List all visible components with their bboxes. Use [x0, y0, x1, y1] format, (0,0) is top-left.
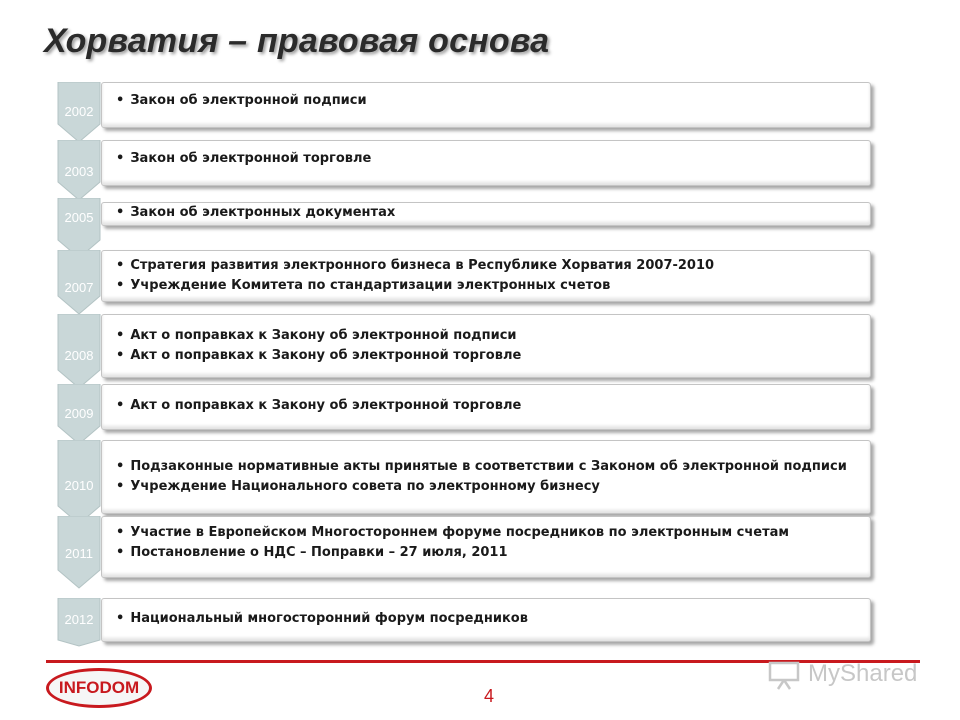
event-item: • Акт о поправках к Закону об электронной подписи — [116, 326, 870, 346]
year-label: 2002 — [64, 104, 94, 119]
page-number: 4 — [484, 686, 495, 706]
event-box — [101, 516, 871, 578]
event-item: • Закон об электронных документах — [116, 203, 870, 223]
timeline-row — [56, 314, 871, 376]
event-item: • Постановление о НДС – Поправки – 27 июля, 2011 — [116, 543, 870, 563]
timeline-row — [56, 82, 871, 126]
event-box — [101, 202, 871, 226]
event-box — [101, 82, 871, 128]
presentation-icon — [768, 660, 802, 690]
event-box — [101, 440, 871, 514]
page-title: Хорватия – правовая основа — [44, 22, 550, 60]
year-label: 2005 — [64, 210, 94, 225]
event-item: • Стратегия развития электронного бизнеса в Республике Хорватия 2007-2010 — [116, 256, 870, 276]
event-item: • Национальный многосторонний форум посредников — [116, 609, 870, 629]
timeline-row — [56, 598, 871, 640]
event-box — [101, 384, 871, 430]
event-box — [101, 314, 871, 378]
year-label: 2011 — [65, 546, 93, 561]
year-label: 2009 — [64, 406, 94, 421]
event-item: • Участие в Европейском Многостороннем форуме посредников по электронным счетам — [116, 523, 870, 543]
timeline-row — [56, 440, 871, 512]
event-item: • Учреждение Национального совета по электронному бизнесу — [116, 477, 870, 497]
watermark — [768, 656, 928, 696]
event-item: • Закон об электронной подписи — [116, 91, 870, 111]
event-item: • Подзаконные нормативные акты принятые в соответствии с Законом об электронной подписи — [116, 457, 870, 477]
year-label: 2007 — [64, 280, 94, 295]
year-label: 2012 — [64, 612, 94, 627]
event-item: • Закон об электронной торговле — [116, 149, 870, 169]
timeline-row — [56, 516, 871, 576]
event-box — [101, 598, 871, 642]
year-label: 2003 — [64, 164, 94, 179]
event-item: • Акт о поправках к Закону об электронной торговле — [116, 396, 870, 416]
event-box — [101, 250, 871, 302]
year-label: 2010 — [64, 478, 94, 493]
event-item: • Учреждение Комитета по стандартизации электронных счетов — [116, 276, 870, 296]
event-item: • Акт о поправках к Закону об электронной торговле — [116, 346, 870, 366]
infodom-logo — [46, 668, 152, 710]
timeline-row — [56, 250, 871, 300]
logo-text: INFODOM — [58, 678, 140, 697]
timeline-row — [56, 384, 871, 428]
year-label: 2008 — [64, 348, 94, 363]
timeline-row — [56, 140, 871, 184]
event-box — [101, 140, 871, 186]
timeline-row — [56, 198, 871, 226]
watermark-text: MyShared — [808, 660, 918, 687]
